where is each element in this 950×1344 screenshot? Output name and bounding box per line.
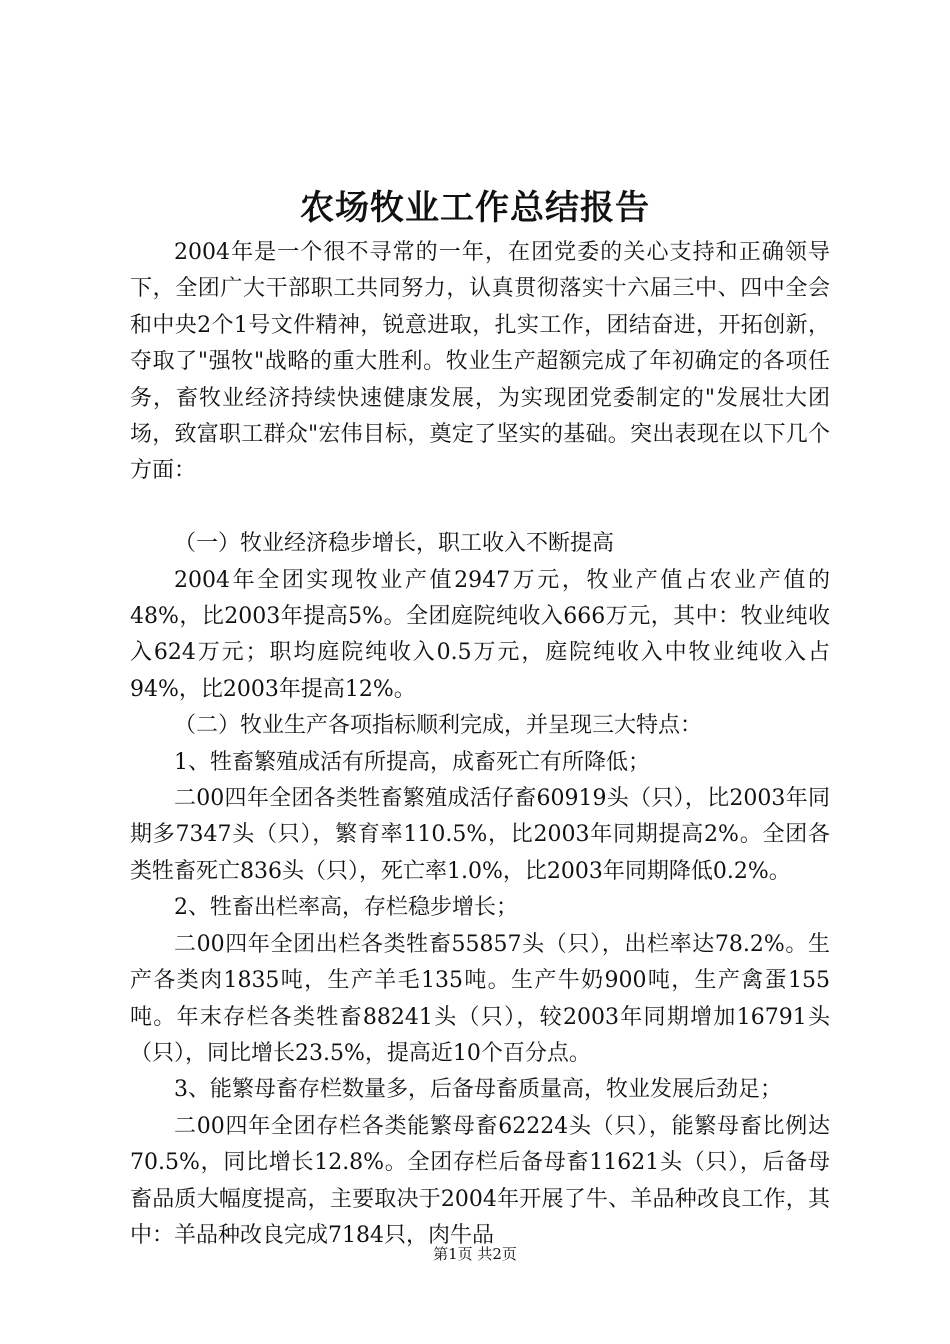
paragraph-section-1: 2004年全团实现牧业产值2947万元，牧业产值占农业产值的48%，比2003年提高5%。全团庭院纯收入666万元，其中：牧业纯收入624万元；职均庭院纯收入0.5万元，庭院纯收入中牧业纯收入占94%，比2003年提高12%。 <box>130 567 830 702</box>
subheading-1: 1、牲畜繁殖成活有所提高，成畜死亡有所降低； <box>174 749 650 775</box>
paragraph-sub-3: 二00四年全团存栏各类能繁母畜62224头（只），能繁母畜比例达70.5%，同比增长12.8%。全团存栏后备母畜11621头（只），后备母畜品质大幅度提高，主要取决于2004年开展了牛、羊品种改良工作，其中：羊品种改良完成7184只，肉牛品 <box>130 1113 830 1248</box>
paragraph-sub-1: 二00四年全团各类牲畜繁殖成活仔畜60919头（只），比2003年同期多7347头（只），繁育率110.5%，比2003年同期提高2%。全团各类牲畜死亡836头（只），死亡率1.0%，比2003年同期降低0.2%。 <box>130 786 830 884</box>
document-title: 农场牧业工作总结报告 <box>300 188 650 228</box>
document-body <box>130 235 830 1254</box>
subheading-2: 2、牲畜出栏率高，存栏稳步增长； <box>174 895 518 921</box>
blank-line <box>130 490 830 526</box>
page-number-footer: 第1页 共2页 <box>433 1245 517 1263</box>
section-heading-1: （一）牧业经济稳步增长，职工收入不断提高 <box>174 531 615 557</box>
section-heading-2: （二）牧业生产各项指标顺利完成，并呈现三大特点： <box>174 713 703 739</box>
paragraph-sub-2: 二00四年全团出栏各类牲畜55857头（只），出栏率达78.2%。生产各类肉1835吨，生产羊毛135吨。生产牛奶900吨，生产禽蛋155吨。年末存栏各类牲畜88241头（只），较2003年同期增加16791头（只），同比增长23.5%，提高近10个百分点。 <box>130 931 830 1066</box>
paragraph-intro: 2004年是一个很不寻常的一年，在团党委的关心支持和正确领导下，全团广大干部职工共同努力，认真贯彻落实十六届三中、四中全会和中央2个1号文件精神，锐意进取，扎实工作，团结奋进，开拓创新，夺取了"强牧"战略的重大胜利。牧业生产超额完成了年初确定的各项任务，畜牧业经济持续快速健康发展，为实现团党委制定的"发展壮大团场，致富职工群众"宏伟目标，奠定了坚实的基础。突出表现在以下几个方面： <box>130 240 830 484</box>
subheading-3: 3、能繁母畜存栏数量多，后备母畜质量高，牧业发展后劲足； <box>174 1077 782 1103</box>
